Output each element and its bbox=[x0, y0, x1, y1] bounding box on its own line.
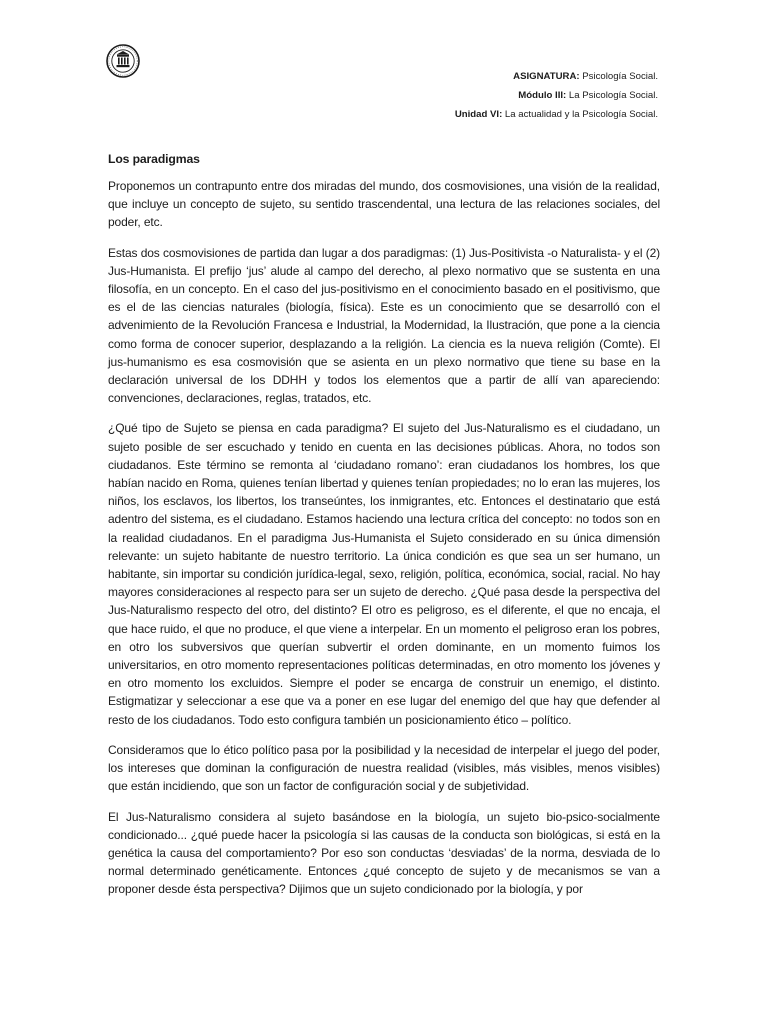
modulo-label: Módulo III: bbox=[518, 90, 567, 101]
modulo-value: La Psicología Social. bbox=[566, 90, 658, 101]
course-header bbox=[455, 67, 658, 124]
unidad-value: La actualidad y la Psicología Social. bbox=[502, 109, 658, 120]
paragraph-1: Proponemos un contrapunto entre dos miradas del mundo, dos cosmovisiones, una visión de la realidad, que incluye un concepto de sujeto, su sentido trascendental, una lectura de las relaciones sociales, del poder, etc. bbox=[108, 179, 660, 230]
paragraph-3: ¿Qué tipo de Sujeto se piensa en cada paradigma? El sujeto del Jus-Naturalismo es el ciudadano, un sujeto posible de ser escuchado y tenido en cuenta en las decisiones públicas. Ahora, no todos son ciudadanos. Este término se remonta al ‘ciudadano romano’: eran ciudadanos los hombres, los que habían nacido en Roma, quienes tenían libertad y quienes tenían propiedades; no lo eran las mujeres, los niños, los esclavos, los libertos, los transeúntes, los inmigrantes, etc. Entonces el destinatario que está adentro del sistema, es el ciudadano. Estamos haciendo una lectura crítica del concepto: no todos son en la realidad ciudadanos. En el paradigma Jus-Humanista el Sujeto considerado en su única dimensión relevante: un sujeto habitante de nuestro territorio. La única condición es que sea un ser humano, un habitante, sin importar su condición jurídica-legal, sexo, religión, política, económica, social, racial. No hay mayores consideraciones al respecto para ser un sujeto de derecho. ¿Qué pasa desde la perspectiva del Jus-Naturalismo respecto del otro, del distinto? El otro es peligroso, es el diferente, el que no encaja, el que hace ruido, el que no produce, el que viene a interpelar. En un momento el peligroso eran los pobres, en otro los subversivos que querían subvertir el orden dominante, en un momento fuimos los universitarios, en otro momento representaciones políticas determinadas, en otro momento los jóvenes y en otro momento los excluidos. Siempre el poder se encarga de construir un enemigo, el distinto. Estigmatizar y seleccionar a ese que va a poner en ese lugar del enemigo del que hay que defender al resto de los ciudadanos. Todo esto configura también un posicionamiento ético – político. bbox=[108, 421, 660, 727]
paragraph-4: Consideramos que lo ético político pasa por la posibilidad y la necesidad de interpelar el juego del poder, los intereses que dominan la configuración de nuestra realidad (visibles, más visibles, menos visibles) que están incidiendo, que son un factor de configuración social y de subjetividad. bbox=[108, 742, 660, 794]
paragraph-2: Estas dos cosmovisiones de partida dan lugar a dos paradigmas: (1) Jus-Positivista -o Naturalista- y el (2) Jus-Humanista. El prefijo ‘jus’ alude al campo del derecho, al plexo normativo que se sustenta en una filosofía, en un concepto. En el caso del jus-positivismo en el conocimiento basado en el positivismo, que es el de las ciencias naturales (biología, física). Este es un conocimiento que se desarrolló con el advenimiento de la Revolución Francesa e Industrial, la Modernidad, la Ilustración, que pone a la ciencia como forma de conocer superior, desplazando a la religión. La ciencia es la nueva religión (Comte). El jus-humanismo es esa cosmovisión que se asienta en un plexo normativo que tiene su base en la declaración universal de los DDHH y todos los elementos que a partir de allí van apareciendo: convenciones, declaraciones, reglas, tratados, etc. bbox=[108, 245, 660, 406]
asignatura-label: ASIGNATURA: bbox=[513, 71, 580, 82]
section-heading: Los paradigmas bbox=[108, 152, 200, 166]
header-modulo bbox=[455, 86, 658, 105]
header-asignatura bbox=[455, 67, 658, 86]
unidad-label: Unidad VI: bbox=[454, 109, 503, 120]
document-body bbox=[108, 150, 660, 899]
asignatura-value: Psicología Social. bbox=[579, 71, 658, 82]
header-unidad bbox=[455, 105, 658, 124]
paragraph-5: El Jus-Naturalismo considera al sujeto basándose en la biología, un sujeto bio-psico-socialmente condicionado... ¿qué puede hacer la psicología si las causas de la conducta son biológicas, si está en la genética la causa del comportamiento? Por eso son conductas ‘desviadas’ de la norma, desviada de lo normal determinado genéticamente. Entonces ¿qué concepto de sujeto y de mecanismos se van a proponer desde ésta perspectiva? Dijimos que un sujeto condicionado por la biología, y por bbox=[108, 809, 660, 897]
university-seal-icon bbox=[106, 44, 140, 78]
